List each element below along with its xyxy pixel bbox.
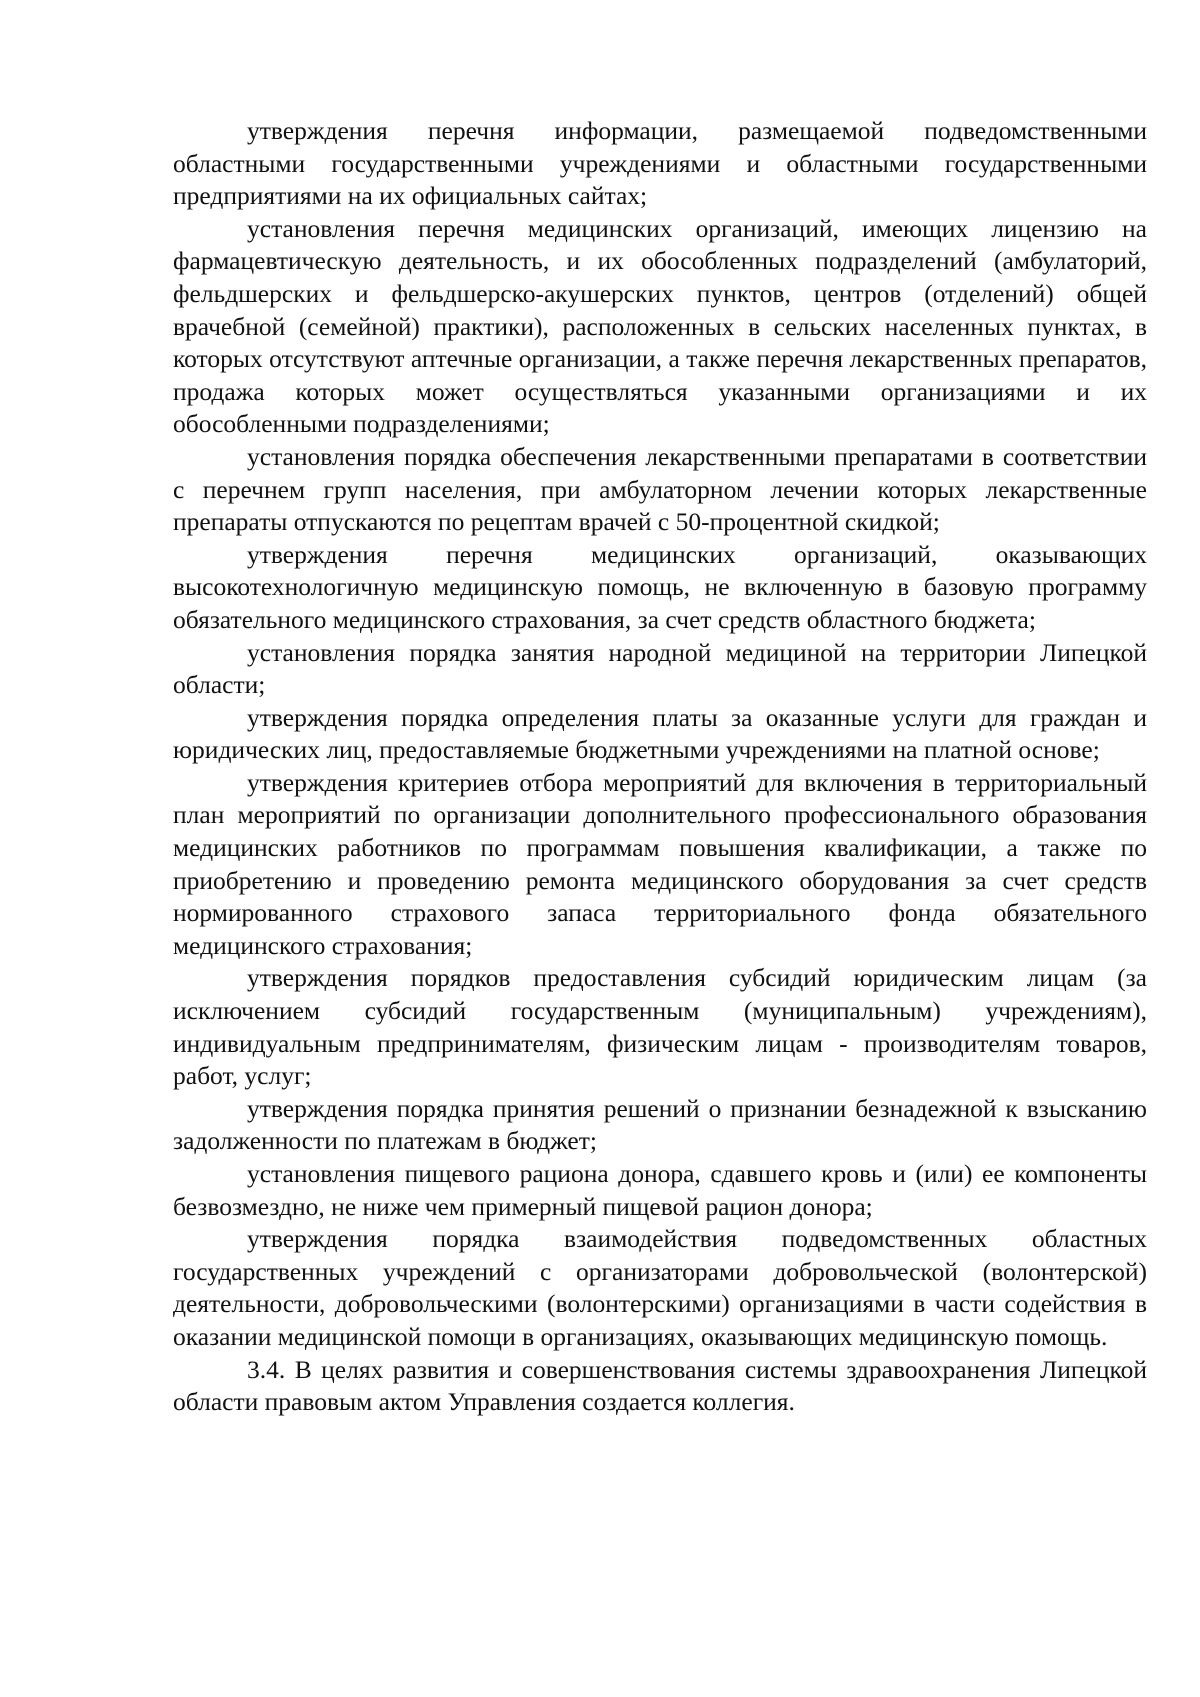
paragraph-4: утверждения перечня медицинских организаций, оказывающих высокотехнологичную медицинскую помощь, не включенную в базовую программу обязательного медицинского страхования, за счет средств областного бюджета; [173,539,1147,634]
paragraph-5: установления порядка занятия народной медициной на территории Липецкой области; [173,637,1147,700]
document-body [173,115,1147,1419]
paragraph-10: установления пищевого рациона донора, сдавшего кровь и (или) ее компоненты безвозмездно, не ниже чем примерный пищевой рацион донора; [173,1159,1147,1221]
paragraph-3: установления порядка обеспечения лекарственными препаратами в соответствии с перечнем групп населения, при амбулаторном лечении которых лекарственные препараты отпускаются по рецептам врачей с 50-процентной скидкой; [173,441,1147,537]
paragraph-1: утверждения перечня информации, размещаемой подведомственными областными государственными учреждениями и областными государственными предприятиями на их официальных сайтах; [173,116,1147,211]
paragraph-7: утверждения критериев отбора мероприятий для включения в территориальный план мероприятий по организации дополнительного профессионального образования медицинских работников по программам повышения квалификации, а также по приобретению и проведению ремонта медицинского оборудования за счет средств нормированного страхового запаса территориального фонда обязательного медицинского страхования; [173,767,1147,960]
paragraph-12: 3.4. В целях развития и совершенствования системы здравоохранения Липецкой области правовым актом Управления создается коллегия. [173,1354,1147,1417]
paragraph-8: утверждения порядков предоставления субсидий юридическим лицам (за исключением субсидий государственным (муниципальным) учреждениям), индивидуальным предпринимателям, физическим лицам - производителям товаров, работ, услуг; [173,963,1147,1091]
paragraph-11: утверждения порядка взаимодействия подведомственных областных государственных учреждений с организаторами добровольческой (волонтерской) деятельности, добровольческими (волонтерскими) организациями в части содействия в оказании медицинской помощи в организациях, оказывающих медицинскую помощь. [173,1224,1147,1351]
paragraph-2: установления перечня медицинских организаций, имеющих лицензию на фармацевтическую деятельность, и их обособленных подразделений (амбулаторий, фельдшерских и фельдшерско-акушерских пунктов, центров (отделений) общей врачебной (семейной) практики), расположенных в сельских населенных пунктах, в которых отсутствуют аптечные организации, а также перечня лекарственных препаратов, продажа которых может осуществляться указанными организациями и их обособленными подразделениями; [173,213,1147,439]
paragraph-9: утверждения порядка принятия решений о признании безнадежной к взысканию задолженности по платежам в бюджет; [173,1093,1147,1156]
paragraph-6: утверждения порядка определения платы за оказанные услуги для граждан и юридических лиц, предоставляемые бюджетными учреждениями на платной основе; [173,702,1147,765]
